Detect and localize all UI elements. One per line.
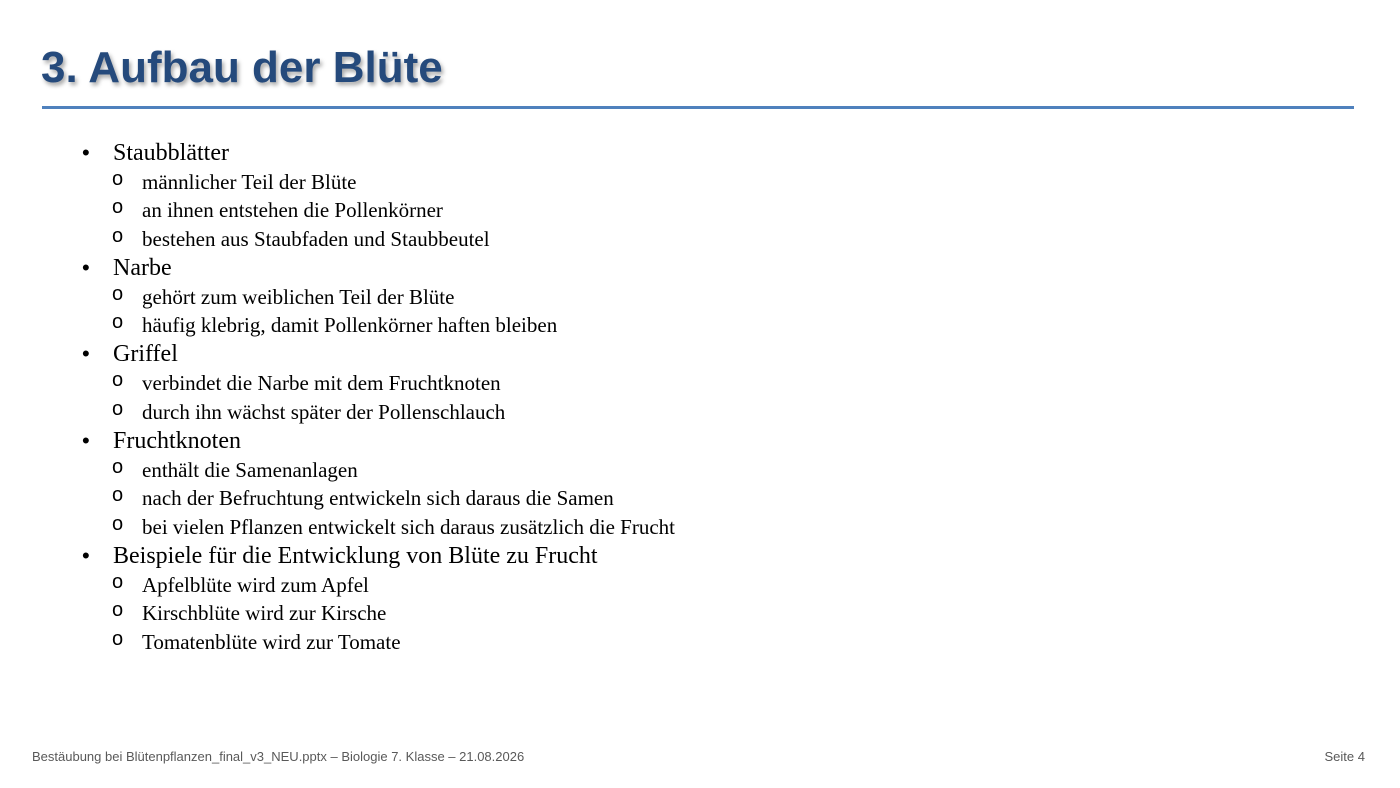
sub-bullet-item <box>82 571 1282 599</box>
bullet-text: Griffel <box>113 341 178 368</box>
sub-bullet-circle-icon: o <box>112 456 124 479</box>
sub-bullet-circle-icon: o <box>112 224 124 247</box>
sub-bullet-item <box>82 599 1282 627</box>
sub-bullet-text: Tomatenblüte wird zur Tomate <box>142 629 401 654</box>
sub-bullet-circle-icon: o <box>112 627 124 650</box>
sub-bullet-item <box>82 283 1282 311</box>
sub-bullet-item <box>82 398 1282 426</box>
sub-bullet-circle-icon: o <box>112 311 124 334</box>
sub-bullet-circle-icon: o <box>112 397 124 420</box>
bullet-text: Staubblätter <box>113 140 229 166</box>
sub-bullet-item <box>82 513 1282 541</box>
sub-bullet-text: bei vielen Pflanzen entwickelt sich daraus zusätzlich die Frucht <box>142 514 675 539</box>
sub-bullet-circle-icon: o <box>112 570 124 593</box>
sub-bullet-text: gehört zum weiblichen Teil der Blüte <box>142 284 455 309</box>
sub-bullet-text: bestehen aus Staubfaden und Staubbeutel <box>142 226 490 251</box>
bullet-text: Fruchtknoten <box>113 428 241 455</box>
slide-title: 3. Aufbau der Blüte <box>41 43 443 92</box>
bullet-dot-icon: • <box>82 341 90 367</box>
bullet-text: Narbe <box>113 254 172 281</box>
sub-bullet-text: Kirschblüte wird zur Kirsche <box>142 601 387 626</box>
sub-bullet-text: Apfelblüte wird zum Apfel <box>142 572 369 597</box>
sub-bullet-circle-icon: o <box>112 599 124 622</box>
bullet-dot-icon: • <box>82 140 90 165</box>
bullet-list <box>82 138 1282 656</box>
bullet-text: Beispiele für die Entwicklung von Blüte zu Frucht <box>113 542 598 569</box>
bullet-item <box>82 339 1282 369</box>
bullet-item <box>82 253 1282 283</box>
bullet-dot-icon: • <box>82 428 90 454</box>
sub-bullet-circle-icon: o <box>112 369 124 392</box>
sub-bullet-circle-icon: o <box>112 282 124 305</box>
sub-bullet-text: enthält die Samenanlagen <box>142 458 358 483</box>
bullet-dot-icon: • <box>82 254 90 280</box>
sub-bullet-text: an ihnen entstehen die Pollenkörner <box>142 198 443 223</box>
bullet-item <box>82 541 1282 571</box>
sub-bullet-circle-icon: o <box>112 196 124 219</box>
sub-bullet-item <box>82 484 1282 512</box>
footer-document-info: Bestäubung bei Blütenpflanzen_final_v3_NEU.pptx – Biologie 7. Klasse – 21.08.2026 <box>32 749 525 764</box>
sub-bullet-text: verbindet die Narbe mit dem Fruchtknoten <box>142 371 501 396</box>
sub-bullet-item <box>82 168 1282 196</box>
sub-bullet-text: häufig klebrig, damit Pollenkörner haften bleiben <box>142 313 558 338</box>
sub-bullet-item <box>82 628 1282 656</box>
sub-bullet-text: nach der Befruchtung entwickeln sich daraus die Samen <box>142 486 614 511</box>
bullet-item <box>82 138 1282 168</box>
bullet-item <box>82 426 1282 456</box>
footer-page-number: Seite 4 <box>1324 749 1365 764</box>
sub-bullet-item <box>82 196 1282 224</box>
sub-bullet-circle-icon: o <box>112 484 124 507</box>
bullet-dot-icon: • <box>82 542 90 568</box>
title-underline <box>42 106 1354 109</box>
sub-bullet-item <box>82 369 1282 397</box>
sub-bullet-circle-icon: o <box>112 168 124 190</box>
sub-bullet-text: durch ihn wächst später der Pollenschlauch <box>142 399 506 424</box>
sub-bullet-circle-icon: o <box>112 512 124 535</box>
sub-bullet-item <box>82 456 1282 484</box>
sub-bullet-item <box>82 311 1282 339</box>
sub-bullet-text: männlicher Teil der Blüte <box>142 170 357 194</box>
sub-bullet-item <box>82 225 1282 253</box>
